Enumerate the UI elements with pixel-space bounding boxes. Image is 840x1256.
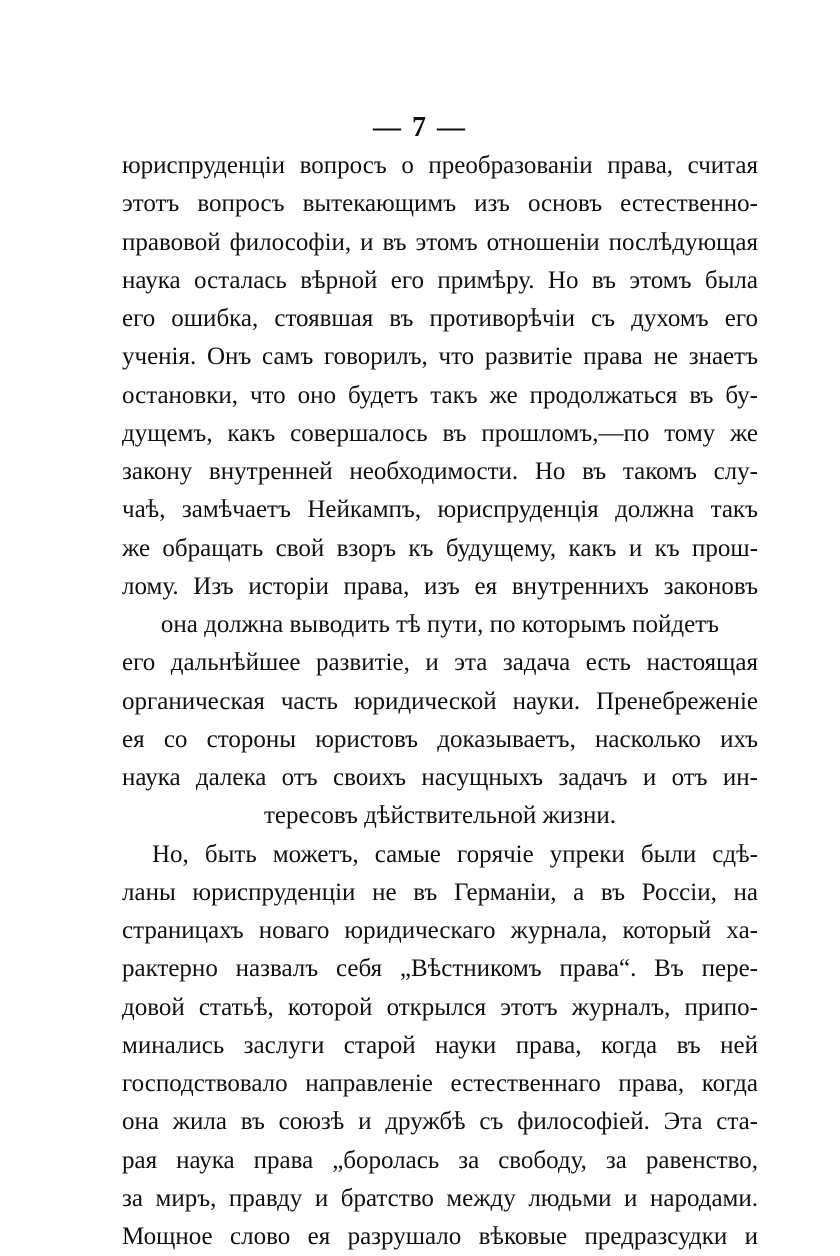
text-line: его ошибка, стоявшая въ противорѣчіи съ духомъ его xyxy=(122,305,758,332)
text-line: же обращать свой взоръ къ будущему, какъ и къ прош- xyxy=(122,534,758,562)
text-line: наука осталась вѣрной его примѣру. Но въ этомъ была xyxy=(122,266,758,294)
text-line: лому. Изъ исторіи права, изъ ея внутреннихъ законовъ xyxy=(122,572,758,600)
text-line: Мощное слово ея разрушало вѣковые предразсудки и xyxy=(122,1223,758,1250)
text-line: его дальнѣйшее развитіе, и эта задача есть настоящая xyxy=(122,649,758,677)
text-line: юриспруденціи вопросъ о преобразованіи права, считая xyxy=(122,152,758,179)
text-line: она должна выводить тѣ пути, по которымъ пойдетъ xyxy=(160,611,720,638)
page-number: — 7 — xyxy=(373,112,467,143)
text-line: за миръ, правду и братство между людьми и народами. xyxy=(122,1184,758,1212)
text-line: господствовало направленіе естественнаго права, когда xyxy=(122,1070,758,1097)
text-line: ланы юриспруденціи не въ Германіи, а въ Россіи, на xyxy=(122,878,758,906)
text-line: страницахъ новаго юридическаго журнала, который ха- xyxy=(122,917,758,944)
body-text xyxy=(122,147,758,1256)
text-line: закону внутренней необходимости. Но въ такомъ слу- xyxy=(122,458,758,485)
text-line: она жила въ союзѣ и дружбѣ съ философіей. Эта ста- xyxy=(122,1108,758,1136)
text-line: правовой философіи, и въ этомъ отношеніи послѣдующая xyxy=(122,228,758,256)
text-line: наука далека отъ своихъ насущныхъ задачъ и отъ ин- xyxy=(122,764,758,791)
text-line: органическая часть юридической науки. Пренебреженіе xyxy=(122,687,758,715)
text-line: рактерно назвалъ себя „Вѣстникомъ права“. Въ пере- xyxy=(122,955,758,983)
text-line: минались заслуги старой науки права, когда въ ней xyxy=(122,1031,758,1059)
paragraph-end-line: тересовъ дѣйствительной жизни. xyxy=(263,802,616,830)
text-line: рая наука права „боролась за свободу, за равенство, xyxy=(122,1146,758,1174)
text-line: ея со стороны юристовъ доказываетъ, насколько ихъ xyxy=(122,725,758,753)
paragraph-start-line: Но, быть можетъ, самые горячіе упреки были сдѣ- xyxy=(152,840,758,868)
text-line: дущемъ, какъ совершалось въ прошломъ,—по тому же xyxy=(122,419,758,447)
text-line: ученія. Онъ самъ говорилъ, что развитіе права не знаетъ xyxy=(122,343,758,371)
text-line: остановки, что оно будетъ такъ же продолжаться въ бу- xyxy=(122,381,758,409)
text-line: этотъ вопросъ вытекающимъ изъ основъ естественно- xyxy=(122,190,758,218)
text-line: довой статьѣ, которой открылся этотъ журналъ, припо- xyxy=(122,993,758,1021)
text-line: чаѣ, замѣчаетъ Нейкампъ, юриспруденція должна такъ xyxy=(122,496,758,524)
